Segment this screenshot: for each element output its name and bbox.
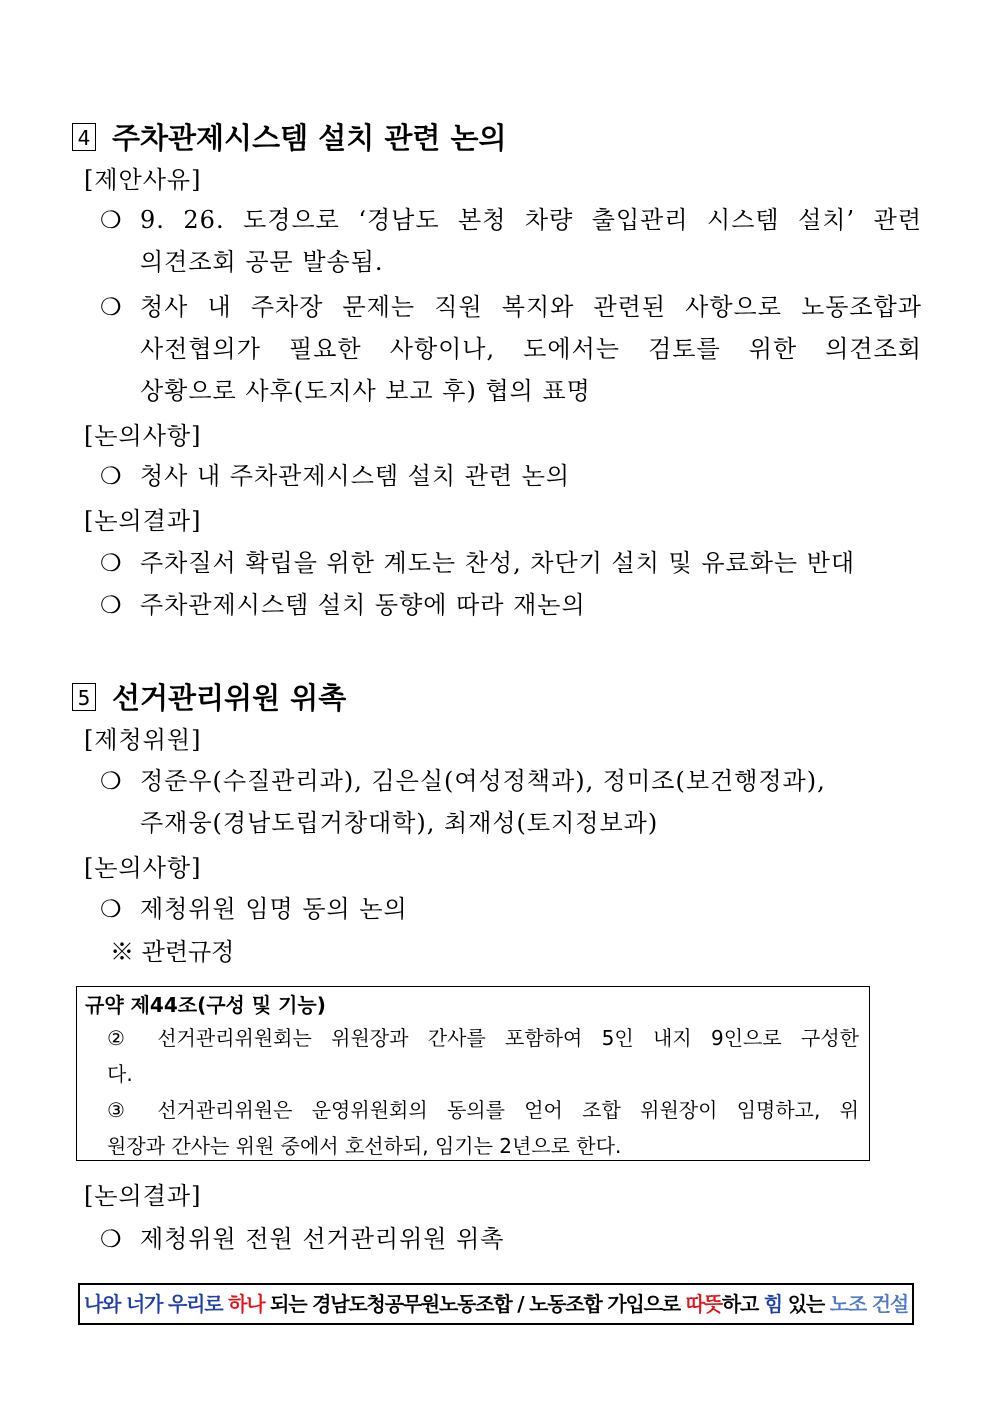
regulation-paragraph-2 (107, 1020, 859, 1092)
result-label-5: [논의결과] (84, 1182, 202, 1210)
proposal-label: [제안사유] (84, 166, 202, 194)
slogan-segment: 하나 (228, 1292, 265, 1316)
text-line: 정준우(수질관리과), 김은실(여성정책과), 정미조(보건행정과), (140, 767, 826, 795)
regulation-title: 규약 제44조(구성 및 기능) (85, 993, 326, 1017)
bullet-circle-icon: ❍ (100, 549, 123, 577)
text-line: 원장과 간사는 위원 중에서 호선하되, 임기는 2년으로 한다. (107, 1134, 622, 1158)
regulation-box (76, 986, 870, 1161)
text-line: 상황으로 사후(도지사 보고 후) 협의 표명 (140, 377, 591, 405)
proposal-item-1-text (140, 199, 922, 283)
nominee-label: [제청위원] (84, 726, 202, 754)
agenda-label: [논의사항] (84, 422, 202, 450)
result-item-5-1-text: 제청위원 전원 선거관리위원 위촉 (140, 1225, 505, 1253)
slogan-segment: 되는 경남도청공무원노동조합 / 노동조합 가입으로 (264, 1292, 686, 1316)
slogan-segment: 따뜻 (685, 1292, 722, 1316)
result-item-2-text: 주차관제시스템 설치 동향에 따라 재논의 (140, 591, 586, 619)
section-5-number: 5 (72, 683, 96, 711)
slogan-segment: 나와 너가 우리로 (83, 1292, 229, 1316)
section-5-heading (72, 676, 346, 717)
regulation-paragraph-3 (107, 1092, 859, 1164)
bullet-circle-icon: ❍ (100, 895, 123, 923)
result-label: [논의결과] (84, 507, 202, 535)
union-slogan-banner (78, 1283, 914, 1325)
section-4-number: 4 (72, 123, 96, 151)
text-line: 청사 내 주차장 문제는 직원 복지와 관련된 사항으로 노동조합과 (140, 293, 922, 321)
text-line: ③ 선거관리위원은 운영위원회의 동의를 얻어 조합 위원장이 임명하고, 위 (107, 1098, 859, 1122)
text-line: 9. 26. 도경으로 ‘경남도 본청 차량 출입관리 시스템 설치’ 관련 (140, 206, 922, 234)
bullet-circle-icon: ❍ (100, 1225, 123, 1253)
text-line: 주재웅(경남도립거창대학), 최재성(토지정보과) (140, 809, 659, 837)
section-4-title: 주차관제시스템 설치 관련 논의 (112, 121, 507, 155)
text-line: 의견조회 공문 발송됨. (140, 248, 384, 276)
agenda-item-5-1-text: 제청위원 임명 동의 논의 (140, 895, 408, 923)
text-line: 다. (107, 1062, 133, 1086)
bullet-circle-icon: ❍ (100, 293, 123, 321)
related-regulation-note: ※ 관련규정 (110, 938, 235, 966)
slogan-segment: 힘 (763, 1292, 782, 1316)
slogan-segment: 하고 (721, 1292, 764, 1316)
agenda-item-1-text: 청사 내 주차관제시스템 설치 관련 논의 (140, 462, 571, 490)
text-line: 사전협의가 필요한 사항이나, 도에서는 검토를 위한 의견조회 (140, 335, 922, 363)
slogan-segment: 있는 (781, 1292, 830, 1316)
result-item-1-text: 주차질서 확립을 위한 계도는 찬성, 차단기 설치 및 유료화는 반대 (140, 549, 856, 577)
text-line: ② 선거관리위원회는 위원장과 간사를 포함하여 5인 내지 9인으로 구성한 (107, 1026, 859, 1050)
bullet-circle-icon: ❍ (100, 462, 123, 490)
agenda-label-5: [논의사항] (84, 854, 202, 882)
proposal-item-2-text (140, 286, 922, 412)
section-5-title: 선거관리위원 위촉 (112, 681, 347, 715)
bullet-circle-icon: ❍ (100, 591, 123, 619)
section-4-heading (72, 116, 506, 157)
bullet-circle-icon: ❍ (100, 206, 123, 234)
bullet-circle-icon: ❍ (100, 767, 123, 795)
slogan-segment: 노조 건설 (829, 1292, 908, 1316)
nominee-item-1-text (140, 760, 860, 844)
